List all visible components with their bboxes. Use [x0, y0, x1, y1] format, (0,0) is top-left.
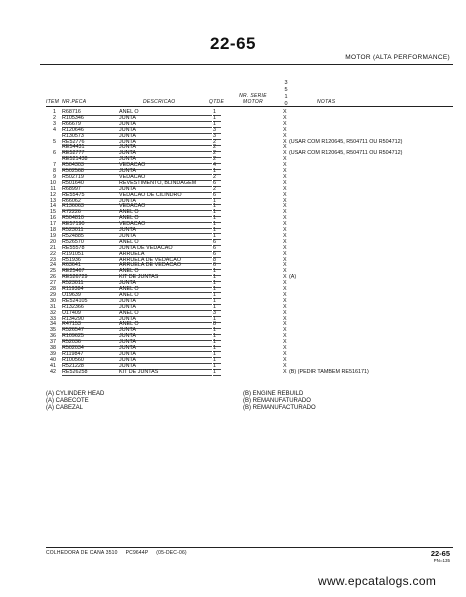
- row-separator-qty: [213, 375, 221, 376]
- row-quantity: 1: [213, 303, 216, 310]
- row-item-number: 3: [53, 120, 56, 127]
- row-quantity: 1: [213, 368, 216, 375]
- footnote-left-1: (A) CYLINDER HEAD: [46, 391, 105, 397]
- row-item-number: 17: [50, 221, 56, 228]
- row-part-number: R130573: [62, 132, 84, 139]
- row-item-number: 7: [53, 162, 56, 169]
- row-description: KIT DE JUNTAS: [119, 368, 159, 375]
- row-part-number: R68716: [62, 109, 81, 115]
- row-serial-flag: X: [283, 221, 287, 228]
- row-item-number: 29: [50, 291, 56, 298]
- row-item-number: 5: [53, 138, 56, 145]
- row-part-number: U17409: [62, 309, 81, 316]
- column-header-notes: NOTAS: [317, 99, 336, 105]
- row-description: ANEL O: [119, 215, 139, 222]
- row-item-number: 25: [50, 268, 56, 275]
- footnote-right-1: (B) ENGINE REBUILD: [243, 391, 304, 397]
- row-description: JUNTA: [119, 315, 136, 322]
- row-item-number: 12: [50, 191, 56, 198]
- row-description: VEDACAO: [119, 162, 146, 169]
- row-item-number: 32: [50, 309, 56, 316]
- row-part-number: RE524105: [62, 297, 88, 304]
- table-row: [0, 311, 466, 316]
- row-part-number: R66679: [62, 120, 81, 127]
- row-description: VEDACAO: [119, 221, 146, 228]
- row-quantity: 6: [213, 179, 216, 186]
- row-description: JUNTA: [119, 333, 136, 340]
- row-description: ANEL O: [119, 268, 139, 275]
- row-description: VEDACAO: [119, 203, 146, 210]
- row-part-number: RE55475: [62, 191, 85, 198]
- row-part-number: R521228: [62, 362, 84, 369]
- row-item-number: 23: [50, 256, 56, 263]
- row-item-number: 1: [53, 109, 56, 115]
- row-description: JUNTA: [119, 350, 136, 357]
- row-serial-flag: X: [283, 268, 287, 275]
- row-note: (A): [289, 274, 297, 281]
- row-description: JUNTA: [119, 150, 136, 157]
- row-description: JUNTA: [119, 232, 136, 239]
- row-item-number: 19: [50, 232, 56, 239]
- row-quantity: 1: [213, 315, 216, 322]
- row-item-number: 24: [50, 262, 56, 269]
- row-part-number: R136063: [62, 203, 84, 210]
- column-header-description: DESCRICAO: [143, 99, 176, 105]
- row-item-number: 35: [50, 327, 56, 334]
- row-item-number: 37: [50, 339, 56, 346]
- row-quantity: 1: [213, 286, 216, 292]
- row-quantity: 6: [213, 262, 216, 269]
- row-item-number: 40: [50, 356, 56, 363]
- row-description: JUNTA: [119, 156, 136, 163]
- vertical-code-digit: 1: [284, 94, 288, 100]
- row-description: JUNTA: [119, 362, 136, 369]
- row-description: JUNTA: [119, 114, 136, 121]
- row-quantity: 6: [213, 191, 216, 198]
- row-part-number: R502034: [62, 345, 84, 351]
- row-serial-flag: X: [283, 291, 287, 298]
- row-item-number: 14: [50, 203, 56, 210]
- row-part-number: RE57190: [62, 221, 85, 228]
- row-item-number: 33: [50, 315, 56, 322]
- vertical-code-digit: 0: [284, 101, 288, 107]
- footnote-left-2: (A) CABECOTE: [46, 398, 89, 404]
- row-item-number: 21: [50, 244, 56, 251]
- row-quantity: 1: [213, 291, 216, 298]
- row-serial-flag: X: [283, 315, 287, 322]
- section-title: MOTOR (ALTA PERFORMANCE): [345, 54, 450, 61]
- row-serial-flag: X: [283, 162, 287, 169]
- row-serial-flag: X: [283, 303, 287, 310]
- row-description: JUNTA: [119, 327, 136, 334]
- column-header-serial: NR. SERIE MOTOR: [239, 93, 267, 105]
- row-description: JUNTA: [119, 227, 136, 233]
- row-serial-flag: X: [283, 250, 287, 257]
- row-quantity: 1: [213, 345, 216, 351]
- row-quantity: 1: [213, 203, 216, 210]
- row-description: VEDACAO DE CILINDRO: [119, 191, 182, 198]
- row-serial-flag: X: [283, 232, 287, 239]
- row-part-number: R47153: [62, 321, 81, 328]
- table-row: [0, 370, 466, 375]
- row-item-number: 11: [50, 185, 56, 192]
- row-description: JUNTA: [119, 144, 136, 151]
- row-serial-flag: X: [283, 209, 287, 216]
- row-quantity: 2: [213, 150, 216, 157]
- table-row: [0, 134, 466, 139]
- row-part-number: RE52777: [62, 150, 85, 157]
- row-note: (USAR COM R120645, R504711 OU R504712): [289, 138, 403, 145]
- row-part-number: R119847: [62, 350, 84, 357]
- row-description: REVESTIMENTO, BLINDAGEM: [119, 179, 197, 186]
- row-part-number: R52036: [62, 339, 81, 346]
- row-description: ARRUELA DE VEDACAO: [119, 262, 182, 269]
- row-description: ARRUELA: [119, 250, 145, 257]
- row-part-number: R66062: [62, 197, 81, 204]
- row-quantity: 1: [213, 268, 216, 275]
- row-part-number: RE52776: [62, 138, 85, 145]
- row-quantity: 1: [213, 215, 216, 222]
- column-header-qty: QTDE: [209, 99, 225, 105]
- row-quantity: 1: [213, 333, 216, 340]
- row-item-number: 13: [50, 197, 56, 204]
- row-quantity: 2: [213, 144, 216, 151]
- row-serial-flag: X: [283, 350, 287, 357]
- table-row: [0, 252, 466, 257]
- row-part-number: R526570: [62, 238, 84, 245]
- vertical-code-digit: 5: [284, 87, 288, 93]
- row-serial-flag: X: [283, 197, 287, 204]
- row-item-number: 10: [50, 179, 56, 186]
- row-serial-flag: X: [283, 345, 287, 351]
- top-divider: [40, 64, 453, 65]
- row-quantity: 1: [213, 356, 216, 363]
- row-item-number: 36: [50, 333, 56, 340]
- row-part-number: R132366: [62, 303, 84, 310]
- row-quantity: 1: [213, 120, 216, 127]
- row-separator: [62, 375, 212, 376]
- row-serial-flag: X: [283, 333, 287, 340]
- row-serial-flag: X: [283, 327, 287, 334]
- row-part-number: R523011: [62, 280, 84, 287]
- column-header-part: NR.PECA: [62, 99, 87, 105]
- row-description: ANEL O: [119, 109, 139, 115]
- row-item-number: 39: [50, 350, 56, 357]
- row-part-number: U19639: [62, 291, 81, 298]
- row-part-number: R51936: [62, 256, 81, 263]
- row-description: ANEL O: [119, 291, 139, 298]
- row-item-number: 15: [50, 209, 56, 216]
- row-item-number: 31: [50, 303, 56, 310]
- row-part-number: R502568: [62, 168, 84, 174]
- row-quantity: 1: [213, 232, 216, 239]
- row-description: JUNTA: [119, 138, 136, 145]
- row-part-number: R120646: [62, 126, 84, 133]
- row-part-number: R109625: [62, 333, 84, 340]
- row-note: (B) (PEDIR TAMBEM RE516171): [289, 368, 369, 375]
- row-quantity: 8: [213, 321, 216, 328]
- row-description: JUNTA: [119, 126, 136, 133]
- row-serial-flag: X: [283, 215, 287, 222]
- row-part-number: R502719: [62, 173, 84, 180]
- row-item-number: 9: [53, 173, 56, 180]
- row-serial-flag: X: [283, 339, 287, 346]
- footnote-right-2: (B) REMANUFATURADO: [243, 398, 311, 404]
- row-item-number: 38: [50, 345, 56, 351]
- row-quantity: 4: [213, 162, 216, 169]
- row-serial-flag: X: [283, 356, 287, 363]
- row-serial-flag: X: [283, 191, 287, 198]
- row-serial-flag: X: [283, 168, 287, 174]
- footnote-right-3: (B) REMANUFACTURADO: [243, 405, 316, 411]
- row-description: ARRUELA DE VEDACAO: [119, 256, 182, 263]
- row-item-number: 18: [50, 227, 56, 233]
- row-quantity: 1: [213, 109, 216, 115]
- row-description: JUNTA: [119, 356, 136, 363]
- row-serial-flag: X: [283, 114, 287, 121]
- row-part-number: R100560: [62, 356, 84, 363]
- table-row: [0, 193, 466, 198]
- row-quantity: 3: [213, 126, 216, 133]
- row-description: ANEL O: [119, 321, 139, 328]
- row-description: ANEL O: [119, 238, 139, 245]
- row-item-number: 28: [50, 286, 56, 292]
- row-serial-flag: X: [283, 120, 287, 127]
- row-quantity: 1: [213, 227, 216, 233]
- row-serial-flag: X: [283, 362, 287, 369]
- row-serial-flag: X: [283, 262, 287, 269]
- row-description: VEDACAO: [119, 173, 146, 180]
- footer-page-number: 22-65: [430, 549, 450, 558]
- row-item-number: 30: [50, 297, 56, 304]
- row-item-number: 16: [50, 215, 56, 222]
- row-description: JUNTA: [119, 303, 136, 310]
- row-serial-flag: X: [283, 156, 287, 163]
- header-divider: [46, 106, 453, 107]
- row-quantity: 1: [213, 197, 216, 204]
- row-quantity: 1: [213, 221, 216, 228]
- row-quantity: 6: [213, 250, 216, 257]
- row-description: JUNTA: [119, 185, 136, 192]
- row-quantity: 8: [213, 256, 216, 263]
- row-serial-flag: X: [283, 173, 287, 180]
- row-item-number: 22: [50, 250, 56, 257]
- row-part-number: R119384: [62, 286, 84, 292]
- row-serial-flag: X: [283, 286, 287, 292]
- row-part-number: R191051: [62, 250, 84, 257]
- row-quantity: 1: [213, 339, 216, 346]
- row-description: JUNTA: [119, 297, 136, 304]
- row-part-number: R523011: [62, 227, 84, 233]
- vertical-code-digit: 3: [284, 80, 288, 86]
- row-quantity: 1: [213, 114, 216, 121]
- row-part-number: RE54431: [62, 144, 85, 151]
- row-quantity: 1: [213, 274, 216, 281]
- row-serial-flag: X: [283, 185, 287, 192]
- row-part-number: R501640: [62, 179, 84, 186]
- footer-doc-info: COLHEDORA DE CANA 3510 PC9644P (05-DEC-06): [46, 550, 187, 556]
- row-item-number: 20: [50, 238, 56, 245]
- row-serial-flag: X: [283, 309, 287, 316]
- row-part-number: RE25467: [62, 268, 85, 275]
- row-serial-flag: X: [283, 203, 287, 210]
- row-item-number: 8: [53, 168, 56, 174]
- row-quantity: 2: [213, 173, 216, 180]
- row-description: JUNTA: [119, 132, 136, 139]
- row-description: JUNTA DE VEDACAO: [119, 244, 173, 251]
- row-serial-flag: X: [283, 132, 287, 139]
- page-title: 22-65: [210, 34, 256, 53]
- row-description: ANEL O: [119, 286, 139, 292]
- row-part-number: RE55578: [62, 244, 85, 251]
- row-serial-flag: X: [283, 256, 287, 263]
- row-quantity: 1: [213, 297, 216, 304]
- row-serial-flag: X: [283, 144, 287, 151]
- row-part-number: R524885: [62, 232, 84, 239]
- footnote-left-3: (A) CABEZAL: [46, 405, 84, 411]
- row-quantity: 6: [213, 238, 216, 245]
- row-part-number: R63641: [62, 262, 81, 269]
- row-part-number: R526547: [62, 327, 84, 334]
- row-quantity: 3: [213, 132, 216, 139]
- row-item-number: 26: [50, 274, 56, 281]
- row-description: JUNTA: [119, 120, 136, 127]
- row-part-number: RE526729: [62, 274, 88, 281]
- row-serial-flag: X: [283, 321, 287, 328]
- row-serial-flag: X: [283, 238, 287, 245]
- row-quantity: 1: [213, 327, 216, 334]
- row-serial-flag: X: [283, 150, 287, 157]
- row-description: ANEL O: [119, 309, 139, 316]
- row-serial-flag: X: [283, 368, 287, 375]
- row-description: JUNTA: [119, 345, 136, 351]
- row-item-number: 4: [53, 126, 56, 133]
- row-description: JUNTA: [119, 280, 136, 287]
- row-description: ANEL O: [119, 209, 139, 216]
- footer-divider: [46, 547, 453, 548]
- row-quantity: 2: [213, 138, 216, 145]
- row-description: JUNTA: [119, 339, 136, 346]
- row-part-number: R105346: [62, 114, 84, 121]
- row-quantity: 1: [213, 280, 216, 287]
- row-item-number: 27: [50, 280, 56, 287]
- row-item-number: 41: [50, 362, 56, 369]
- row-serial-flag: X: [283, 109, 287, 115]
- row-serial-flag: X: [283, 244, 287, 251]
- vertical-serial-code: [283, 80, 289, 108]
- row-description: JUNTA: [119, 197, 136, 204]
- row-serial-flag: X: [283, 126, 287, 133]
- row-serial-flag: X: [283, 179, 287, 186]
- row-item-number: 2: [53, 114, 56, 121]
- row-part-number: R68997: [62, 185, 81, 192]
- row-part-number: R504303: [62, 162, 84, 169]
- row-quantity: 2: [213, 185, 216, 192]
- row-item-number: 6: [53, 150, 56, 157]
- row-quantity: 3: [213, 309, 216, 316]
- footer-page-code: PN=135: [433, 558, 450, 563]
- row-part-number: R504810: [62, 215, 84, 222]
- row-serial-flag: X: [283, 227, 287, 233]
- row-quantity: 6: [213, 244, 216, 251]
- row-item-number: 34: [50, 321, 56, 328]
- row-part-number: RE521438: [62, 156, 88, 163]
- row-description: JUNTA: [119, 168, 136, 174]
- row-quantity: 2: [213, 156, 216, 163]
- row-serial-flag: X: [283, 297, 287, 304]
- row-quantity: 1: [213, 350, 216, 357]
- watermark-url: www.epcatalogs.com: [318, 574, 437, 588]
- row-serial-flag: X: [283, 274, 287, 281]
- row-quantity: 1: [213, 362, 216, 369]
- row-part-number: RE526258: [62, 368, 88, 375]
- row-note: (USAR COM R120645, R504711 OU R504712): [289, 150, 403, 157]
- row-serial-flag: X: [283, 138, 287, 145]
- row-serial-flag: X: [283, 280, 287, 287]
- column-header-item: ITEM: [46, 99, 60, 105]
- row-description: KIT DE JUNTAS: [119, 274, 159, 281]
- row-part-number: R72226: [62, 209, 81, 216]
- row-quantity: 1: [213, 168, 216, 174]
- row-quantity: 1: [213, 209, 216, 216]
- row-item-number: 42: [50, 368, 56, 375]
- row-part-number: R134290: [62, 315, 84, 322]
